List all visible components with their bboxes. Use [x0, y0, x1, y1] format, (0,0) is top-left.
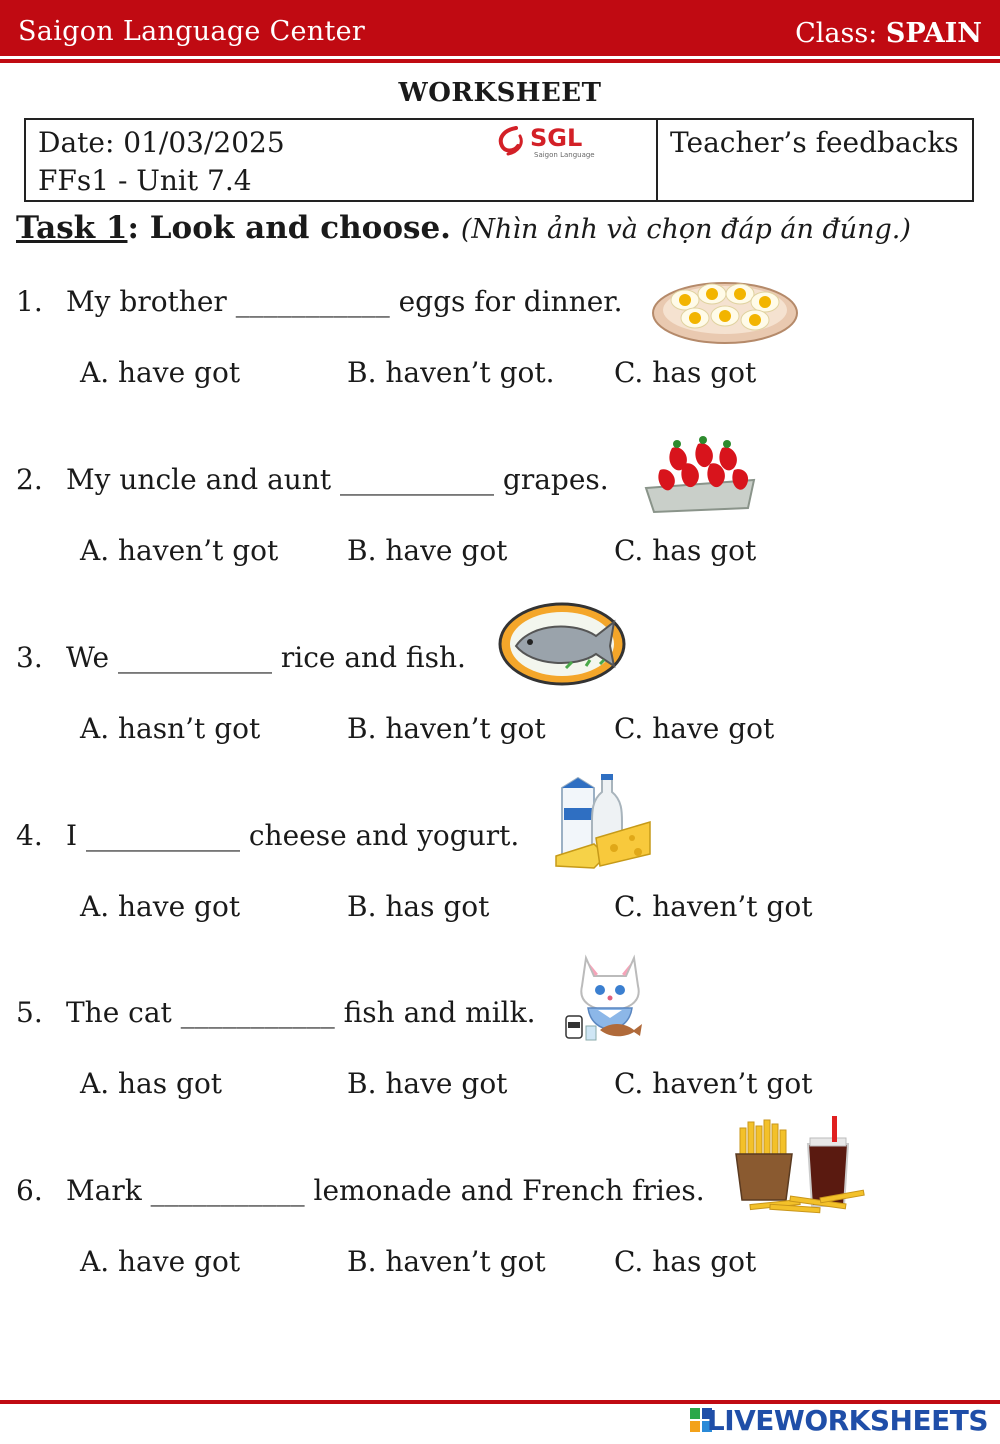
worksheet-title: WORKSHEET [398, 78, 602, 108]
option-a[interactable]: A. have got [80, 1245, 241, 1278]
option-b[interactable]: B. haven’t got [347, 712, 546, 745]
question-2: 2. My uncle and aunt ___________ grapes. [16, 463, 609, 496]
option-c[interactable]: C. have got [614, 712, 775, 745]
question-6: 6. Mark ___________ lemonade and French fries. [16, 1174, 705, 1207]
unit-field: FFs1 - Unit 7.4 [38, 164, 252, 197]
option-c[interactable]: C. has got [614, 534, 757, 567]
option-b[interactable]: B. has got [347, 890, 490, 923]
option-c[interactable]: C. haven’t got [614, 1067, 813, 1100]
sgl-logo [494, 124, 604, 160]
info-box [24, 118, 974, 202]
liveworksheets-brand[interactable]: LIVEWORKSHEETS [706, 1404, 988, 1437]
option-a[interactable]: A. have got [80, 356, 241, 389]
fish-rice-icon [496, 600, 628, 688]
class-label: Class: SPAIN [795, 18, 982, 49]
option-a[interactable]: A. have got [80, 890, 241, 923]
task-instruction: : Look and choose. [127, 210, 451, 246]
question-text: My brother ___________ eggs for dinner. [66, 285, 623, 318]
task-heading [16, 210, 911, 246]
header-rule [0, 59, 1000, 63]
option-c[interactable]: C. has got [614, 356, 757, 389]
cat-icon [562, 946, 658, 1044]
question-text: My uncle and aunt ___________ grapes. [66, 463, 609, 496]
question-text: We ___________ rice and fish. [66, 641, 466, 674]
question-text: The cat ___________ fish and milk. [66, 996, 536, 1029]
option-b[interactable]: B. have got [347, 534, 508, 567]
question-text: Mark ___________ lemonade and French fries. [66, 1174, 705, 1207]
task-number: Task 1 [16, 210, 128, 246]
question-5: 5. The cat ___________ fish and milk. [16, 996, 536, 1029]
option-b[interactable]: B. have got [347, 1067, 508, 1100]
task-vietnamese: (Nhìn ảnh và chọn đáp án đúng.) [460, 214, 911, 245]
question-3: 3. We ___________ rice and fish. [16, 641, 466, 674]
option-a[interactable]: A. has got [80, 1067, 223, 1100]
question-text: I ___________ cheese and yogurt. [66, 819, 520, 852]
fries-cola-icon [730, 1114, 870, 1216]
center-name: Saigon Language Center [18, 16, 366, 47]
teacher-feedback-label: Teacher’s feedbacks [670, 126, 959, 159]
sgl-swirl-icon [494, 124, 528, 158]
option-a[interactable]: A. hasn’t got [80, 712, 261, 745]
question-4: 4. I ___________ cheese and yogurt. [16, 819, 520, 852]
logo-subtext: Saigon Language [534, 151, 595, 159]
class-name: SPAIN [885, 18, 982, 49]
option-c[interactable]: C. has got [614, 1245, 757, 1278]
logo-text: SGL [530, 124, 583, 152]
question-1: 1. My brother ___________ eggs for dinner. [16, 285, 623, 318]
option-c[interactable]: C. haven’t got [614, 890, 813, 923]
option-b[interactable]: B. haven’t got. [347, 356, 555, 389]
boiled-eggs-icon [650, 258, 800, 348]
option-a[interactable]: A. haven’t got [80, 534, 279, 567]
date-field: Date: 01/03/2025 [38, 126, 285, 159]
option-b[interactable]: B. haven’t got [347, 1245, 546, 1278]
info-divider [656, 120, 658, 200]
strawberries-icon [640, 430, 760, 516]
milk-cheese-icon [554, 772, 654, 870]
header-bar [0, 0, 1000, 56]
